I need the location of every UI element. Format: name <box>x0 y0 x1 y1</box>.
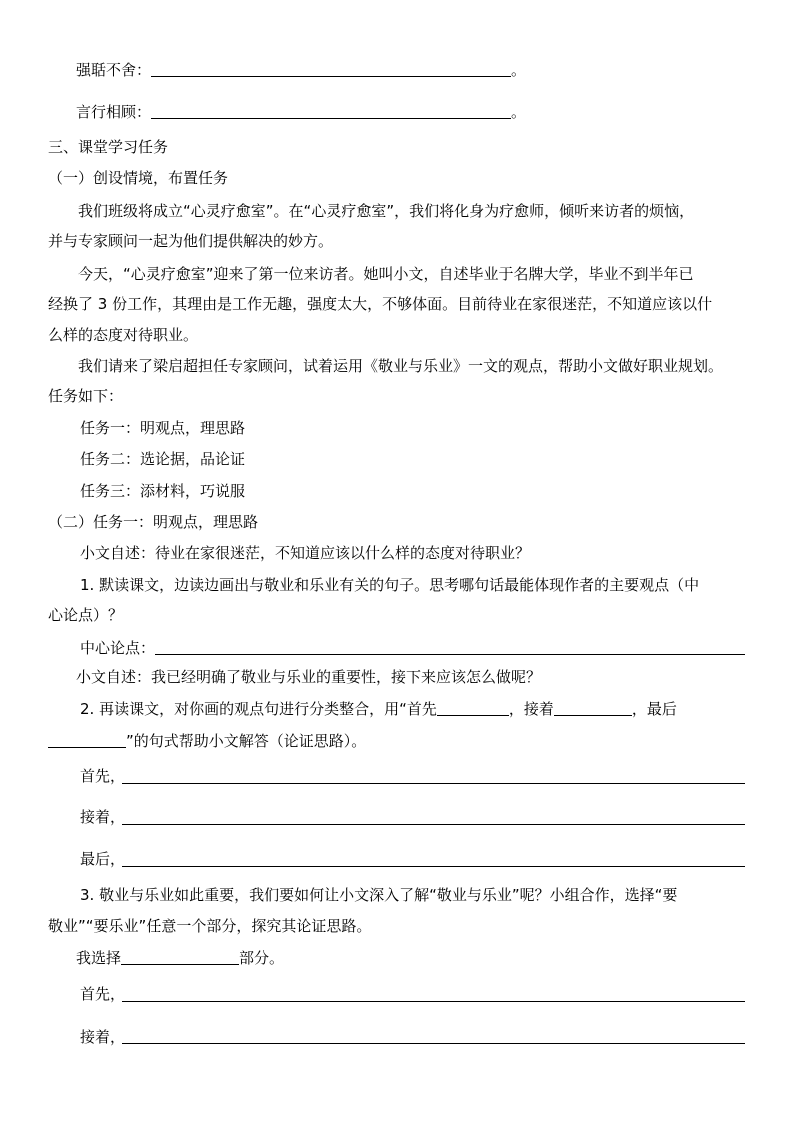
choose-part-blank[interactable] <box>121 950 239 965</box>
q2-blank-first[interactable] <box>437 701 509 716</box>
para2-line1: 今天，“心灵疗愈室”迎来了第一位来访者。她叫小文，自述毕业于名牌大学，毕业不到半年已 <box>78 265 694 283</box>
next-answer-line-2[interactable] <box>122 1043 745 1044</box>
central-argument-label: 中心论点： <box>80 639 156 657</box>
first-answer-line-2[interactable] <box>122 1001 745 1002</box>
idiom-label-2: 言行相顾： <box>76 103 152 121</box>
first-answer-line[interactable] <box>122 783 745 784</box>
next-label: 接着， <box>80 808 126 826</box>
last-label: 最后， <box>80 850 126 868</box>
question1-line1: 1. 默读课文，边读边画出与敬业和乐业有关的句子。思考哪句话最能体现作者的主要观点（中 <box>80 576 700 594</box>
para2-line2: 经换了 3 份工作，其理由是工作无趣，强度太大，不够体面。目前待业在家很迷茫，不知道应该以什 <box>48 295 713 313</box>
next-label-2: 接着， <box>80 1028 126 1046</box>
idiom-line-1 <box>76 60 526 80</box>
para1-line1: 我们班级将成立“心灵疗愈室”。在“心灵疗愈室”，我们将化身为疗愈师，倾听来访者的烦恼， <box>78 202 695 220</box>
idiom-answer-blank-2[interactable] <box>151 104 511 119</box>
section-heading: 三、课堂学习任务 <box>48 138 169 156</box>
part1-heading: （一）创设情境，布置任务 <box>48 169 229 187</box>
question1-line2: 心论点）？ <box>48 606 124 624</box>
para2-line3: 么样的态度对待职业。 <box>48 326 199 344</box>
q2-text-d: ”的句式帮助小文解答（论证思路）。 <box>126 732 367 750</box>
self-statement-2: 小文自述：我已经明确了敬业与乐业的重要性，接下来应该怎么做呢？ <box>76 668 542 686</box>
task-item-2: 任务二：选论据，品论证 <box>80 450 246 468</box>
question3-line1: 3. 敬业与乐业如此重要，我们要如何让小文深入了解“敬业与乐业”呢？小组合作，选择“要 <box>80 886 678 904</box>
idiom-end-1: 。 <box>511 61 527 79</box>
q2-text-b: ，接着 <box>508 700 554 718</box>
question2-line1 <box>80 699 677 719</box>
q2-text-a: 2. 再读课文，对你画的观点句进行分类整合，用“首先 <box>80 700 437 718</box>
idiom-line-2 <box>76 102 526 122</box>
self-statement-1: 小文自述：待业在家很迷茫，不知道应该以什么样的态度对待职业？ <box>80 544 531 562</box>
para3-line1: 我们请来了梁启超担任专家顾问，试着运用《敬业与乐业》一文的观点，帮助小文做好职业规划。 <box>78 357 724 375</box>
task-item-1: 任务一：明观点，理思路 <box>80 419 246 437</box>
task-item-3: 任务三：添材料，巧说服 <box>80 482 246 500</box>
choose-text-a: 我选择 <box>76 949 122 967</box>
last-answer-line[interactable] <box>122 866 745 867</box>
central-argument-answer-line[interactable] <box>155 654 745 655</box>
idiom-label-1: 强聒不舍： <box>76 61 152 79</box>
choose-text-b: 部分。 <box>239 949 285 967</box>
first-label: 首先， <box>80 767 126 785</box>
q2-blank-next[interactable] <box>554 701 632 716</box>
para1-line2: 并与专家顾问一起为他们提供解决的妙方。 <box>48 232 334 250</box>
question3-line2: 敬业”“要乐业”任意一个部分，探究其论证思路。 <box>48 917 372 935</box>
first-label-2: 首先， <box>80 985 126 1003</box>
part2-heading: （二）任务一：明观点，理思路 <box>48 513 259 531</box>
idiom-answer-blank-1[interactable] <box>151 62 511 77</box>
q2-text-c: ，最后 <box>631 700 677 718</box>
q2-blank-last[interactable] <box>48 733 126 748</box>
question2-line2 <box>48 731 366 751</box>
choose-line <box>76 948 284 968</box>
para3-line2: 任务如下： <box>48 387 124 405</box>
idiom-end-2: 。 <box>511 103 527 121</box>
next-answer-line[interactable] <box>122 824 745 825</box>
